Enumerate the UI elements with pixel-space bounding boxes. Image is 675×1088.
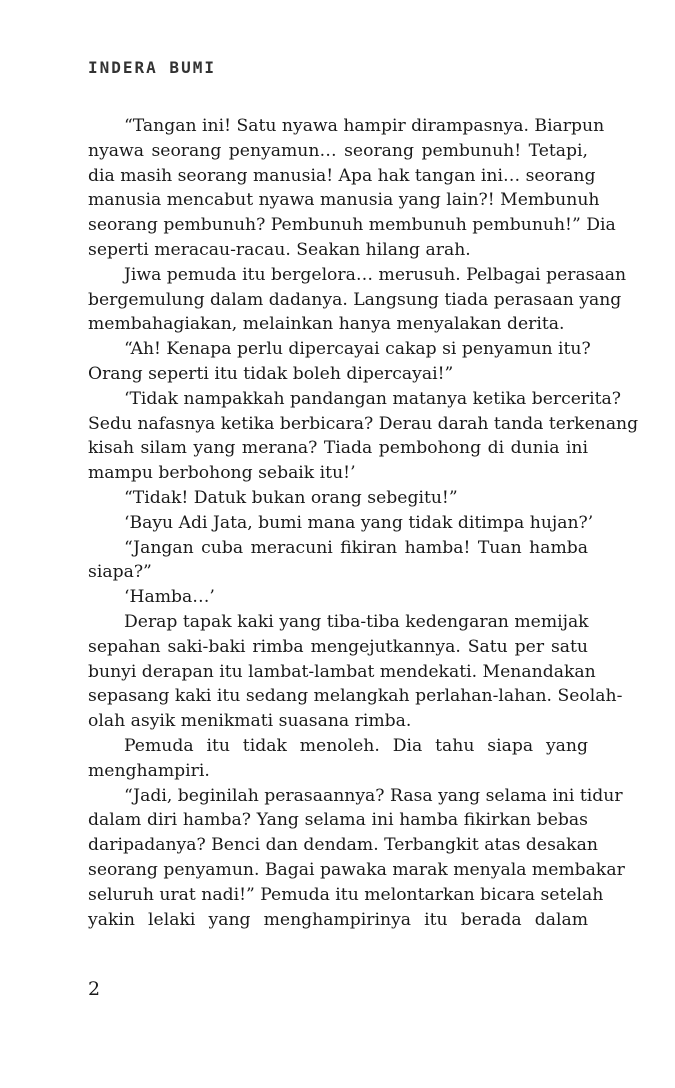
text-line: nyawa seorang penyamun… seorang pembunuh! Tetapi,: [88, 140, 588, 161]
text-line: olah asyik menikmati suasana rimba.: [88, 711, 412, 732]
text-line: kisah silam yang merana? Tiada pembohong di dunia ini: [88, 438, 588, 459]
text-line: seperti meracau-racau. Seakan hilang arah.: [88, 239, 471, 260]
body-text: [88, 114, 639, 932]
page-number: 2: [88, 978, 101, 1000]
text-line: sepasang kaki itu sedang melangkah perlahan-lahan. Seolah-: [88, 686, 623, 707]
text-line: ‘Bayu Adi Jata, bumi mana yang tidak ditimpa hujan?’: [124, 512, 594, 533]
text-line: siapa?”: [88, 562, 152, 583]
text-line: “Tangan ini! Satu nyawa hampir dirampasnya. Biarpun: [124, 116, 605, 136]
text-line: ‘Hamba…’: [124, 587, 215, 608]
text-line: seorang pembunuh? Pembunuh membunuh pembunuh!” Dia: [88, 215, 616, 236]
text-line: ‘Tidak nampakkah pandangan matanya ketika bercerita?: [124, 388, 622, 409]
running-head: INDERA BUMI: [88, 58, 216, 77]
text-line: dalam diri hamba? Yang selama ini hamba fikirkan bebas: [88, 810, 588, 831]
text-line: membahagiakan, melainkan hanya menyalakan derita.: [88, 314, 565, 335]
text-line: “Tidak! Datuk bukan orang sebegitu!”: [124, 487, 458, 508]
text-line: “Jadi, beginilah perasaannya? Rasa yang selama ini tidur: [124, 785, 623, 806]
text-line: bunyi derapan itu lambat-lambat mendekati. Menandakan: [88, 661, 596, 682]
text-line: seluruh urat nadi!” Pemuda itu melontarkan bicara setelah: [88, 884, 604, 905]
text-line: mampu berbohong sebaik itu!’: [88, 463, 356, 484]
text-line: yakin lelaki yang menghampirinya itu berada dalam: [88, 909, 588, 930]
text-line: Orang seperti itu tidak boleh dipercayai!”: [88, 363, 454, 384]
text-line: Jiwa pemuda itu bergelora… merusuh. Pelbagai perasaan: [124, 264, 627, 285]
text-line: sepahan saki-baki rimba mengejutkannya. Satu per satu: [88, 636, 588, 657]
text-line: “Ah! Kenapa perlu dipercayai cakap si penyamun itu?: [124, 339, 591, 360]
text-line: menghampiri.: [88, 760, 210, 781]
text-line: Pemuda itu tidak menoleh. Dia tahu siapa yang: [124, 735, 588, 756]
text-line: bergemulung dalam dadanya. Langsung tiada perasaan yang: [88, 289, 622, 310]
text-line: “Jangan cuba meracuni fikiran hamba! Tuan hamba: [124, 537, 588, 558]
text-line: manusia mencabut nyawa manusia yang lain?! Membunuh: [88, 190, 600, 211]
text-line: Sedu nafasnya ketika berbicara? Derau darah tanda terkenang: [88, 413, 639, 434]
text-line: daripadanya? Benci dan dendam. Terbangkit atas desakan: [88, 835, 598, 856]
text-line: Derap tapak kaki yang tiba-tiba kedengaran memijak: [124, 611, 589, 632]
text-line: seorang penyamun. Bagai pawaka marak menyala membakar: [88, 859, 625, 880]
text-line: dia masih seorang manusia! Apa hak tangan ini… seorang: [88, 165, 596, 186]
